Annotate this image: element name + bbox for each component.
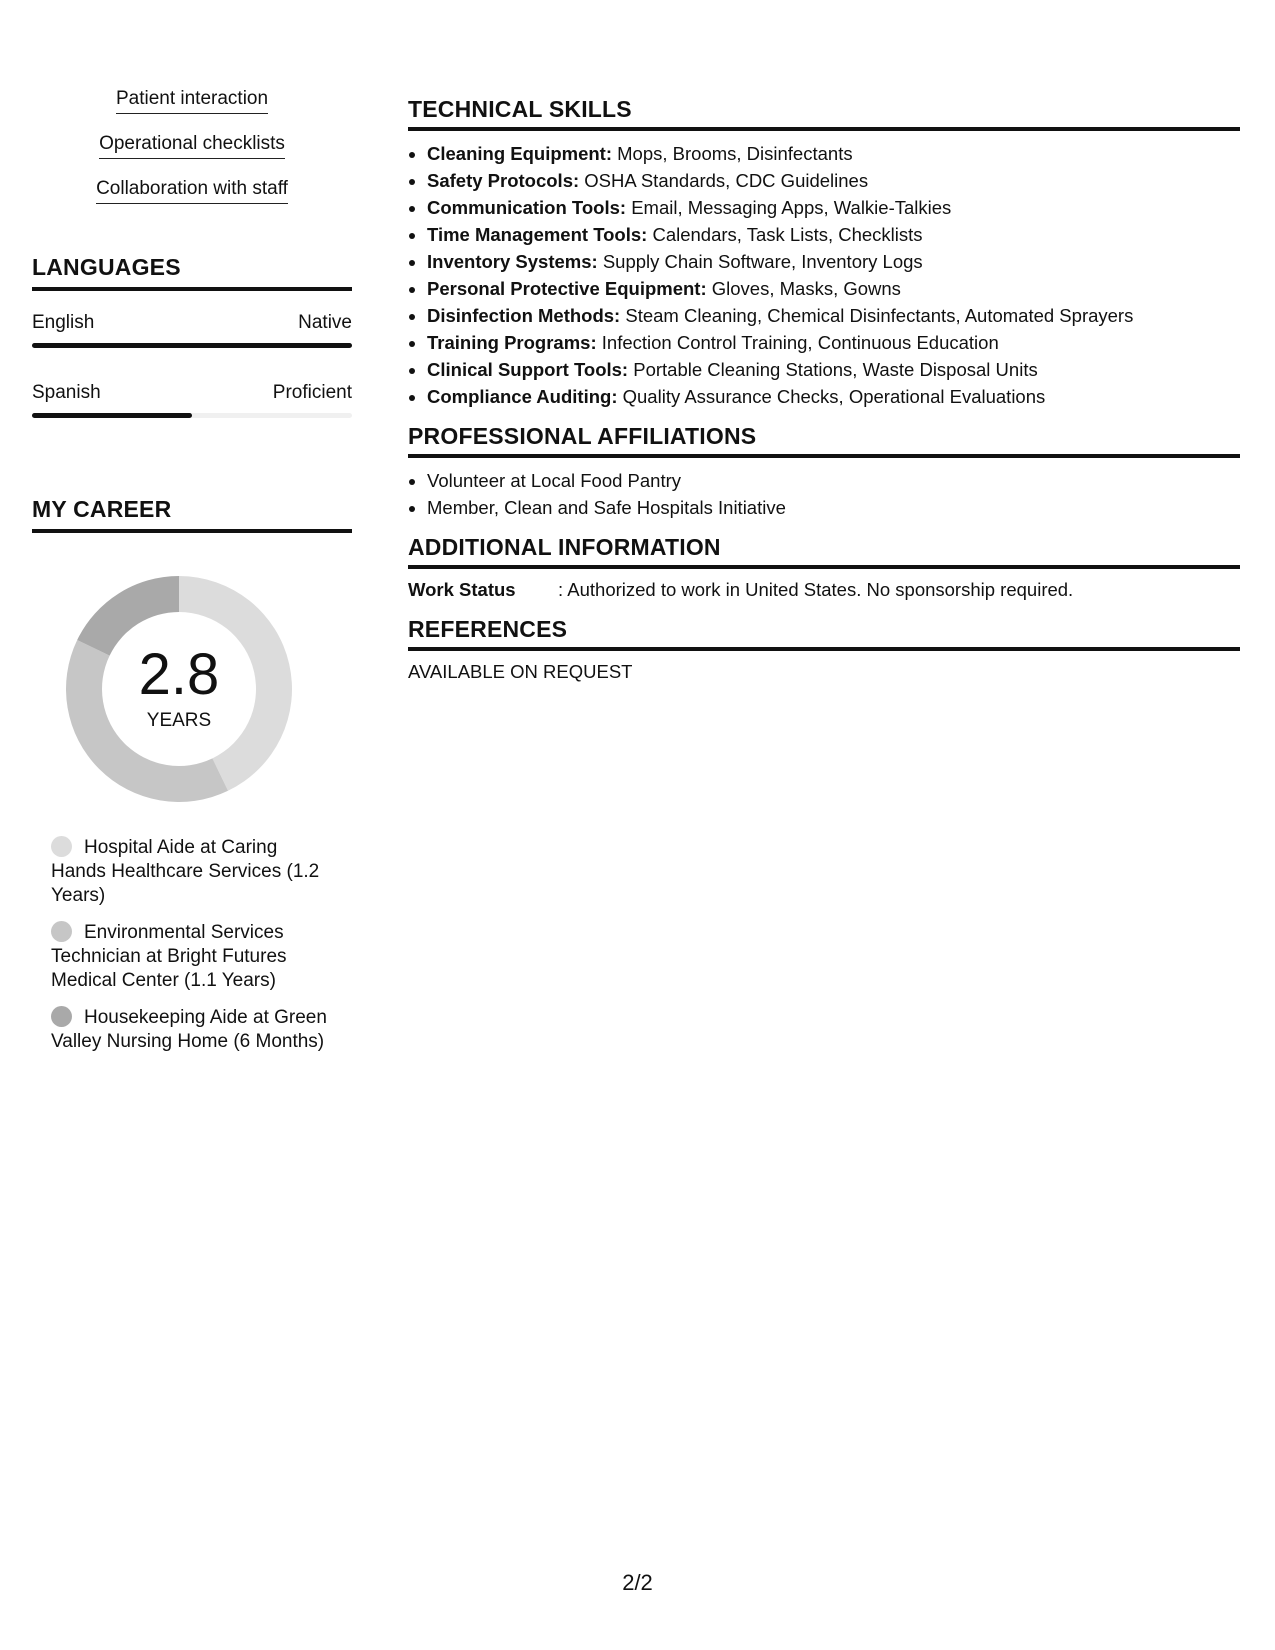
references-section xyxy=(408,616,1240,683)
skill-value: Calendars, Task Lists, Checklists xyxy=(652,224,923,245)
affiliations-section xyxy=(408,423,1240,521)
additional-info-heading: ADDITIONAL INFORMATION xyxy=(408,534,1240,569)
skill-value: Infection Control Training, Continuous Education xyxy=(601,332,999,353)
work-status-value: : Authorized to work in United States. No sponsorship required. xyxy=(558,579,1074,600)
skill-tag: Operational checklists xyxy=(99,133,285,159)
career-donut-chart xyxy=(66,576,292,802)
list-item xyxy=(427,221,1240,248)
additional-info-section xyxy=(408,534,1240,601)
skill-value: Quality Assurance Checks, Operational Evaluations xyxy=(622,386,1046,407)
skill-value: Gloves, Masks, Gowns xyxy=(711,278,901,299)
references-text: AVAILABLE ON REQUEST xyxy=(408,661,633,682)
career-total-unit: YEARS xyxy=(146,710,212,731)
list-item xyxy=(427,248,1240,275)
legend-label: Hospital Aide at Caring Hands Healthcare Services (1.2 Years) xyxy=(51,837,320,906)
technical-skills-section xyxy=(408,96,1240,410)
skill-label: Compliance Auditing: xyxy=(427,386,618,407)
career-legend xyxy=(51,836,331,1067)
list-item: • Volunteer at Local Food Pantry xyxy=(427,467,1240,494)
career-heading: MY CAREER xyxy=(32,496,352,533)
legend-item xyxy=(51,921,331,993)
skill-label: Time Management Tools: xyxy=(427,224,648,245)
list-item xyxy=(427,167,1240,194)
language-bar-fill xyxy=(32,413,192,418)
technical-skills-list xyxy=(408,140,1240,410)
skill-value: Portable Cleaning Stations, Waste Disposal Units xyxy=(633,359,1038,380)
language-name: English xyxy=(32,312,95,333)
work-status-label: Work Status xyxy=(408,579,516,600)
list-item xyxy=(427,356,1240,383)
list-item xyxy=(427,329,1240,356)
list-item xyxy=(427,302,1240,329)
language-level: Native xyxy=(298,312,352,333)
skill-label: Communication Tools: xyxy=(427,197,627,218)
language-spanish xyxy=(32,382,352,418)
language-bar-track xyxy=(32,413,352,418)
legend-label: Environmental Services Technician at Bright Futures Medical Center (1.1 Years) xyxy=(51,922,287,991)
skill-label: Training Programs: xyxy=(427,332,597,353)
skill-value: Mops, Brooms, Disinfectants xyxy=(617,143,853,164)
skill-label: Clinical Support Tools: xyxy=(427,359,629,380)
language-bar-track xyxy=(32,343,352,348)
affiliations-heading: PROFESSIONAL AFFILIATIONS xyxy=(408,423,1240,458)
page-number: 2/2 xyxy=(622,1570,653,1595)
language-bar-fill xyxy=(32,343,352,348)
languages-heading: LANGUAGES xyxy=(32,254,352,291)
skill-label: Cleaning Equipment: xyxy=(427,143,612,164)
list-item xyxy=(427,194,1240,221)
legend-dot-icon xyxy=(51,921,72,942)
skill-tag: Collaboration with staff xyxy=(96,178,288,204)
donut-center xyxy=(66,576,292,802)
language-level: Proficient xyxy=(272,382,352,403)
list-item: • Member, Clean and Safe Hospitals Initiative xyxy=(427,494,1240,521)
legend-item xyxy=(51,1006,331,1054)
list-item xyxy=(427,275,1240,302)
legend-dot-icon xyxy=(51,1006,72,1027)
skill-value: OSHA Standards, CDC Guidelines xyxy=(584,170,869,191)
skill-label: Safety Protocols: xyxy=(427,170,580,191)
skill-value: Steam Cleaning, Chemical Disinfectants, Automated Sprayers xyxy=(625,305,1134,326)
legend-item xyxy=(51,836,331,908)
skill-label: Inventory Systems: xyxy=(427,251,598,272)
list-item xyxy=(427,383,1240,410)
skill-label: Disinfection Methods: xyxy=(427,305,621,326)
career-total-value: 2.8 xyxy=(138,642,220,707)
skill-value: Email, Messaging Apps, Walkie-Talkies xyxy=(631,197,952,218)
legend-dot-icon xyxy=(51,836,72,857)
skill-label: Personal Protective Equipment: xyxy=(427,278,707,299)
affiliations-list xyxy=(408,467,1240,521)
references-heading: REFERENCES xyxy=(408,616,1240,651)
skill-value: Supply Chain Software, Inventory Logs xyxy=(602,251,923,272)
language-name: Spanish xyxy=(32,382,101,403)
list-item xyxy=(427,140,1240,167)
skill-tag: Patient interaction xyxy=(116,88,268,114)
work-status-row xyxy=(408,579,1240,601)
language-english xyxy=(32,312,352,348)
technical-skills-heading: TECHNICAL SKILLS xyxy=(408,96,1240,131)
soft-skills-list xyxy=(32,88,352,223)
legend-label: Housekeeping Aide at Green Valley Nursing Home (6 Months) xyxy=(51,1007,327,1052)
